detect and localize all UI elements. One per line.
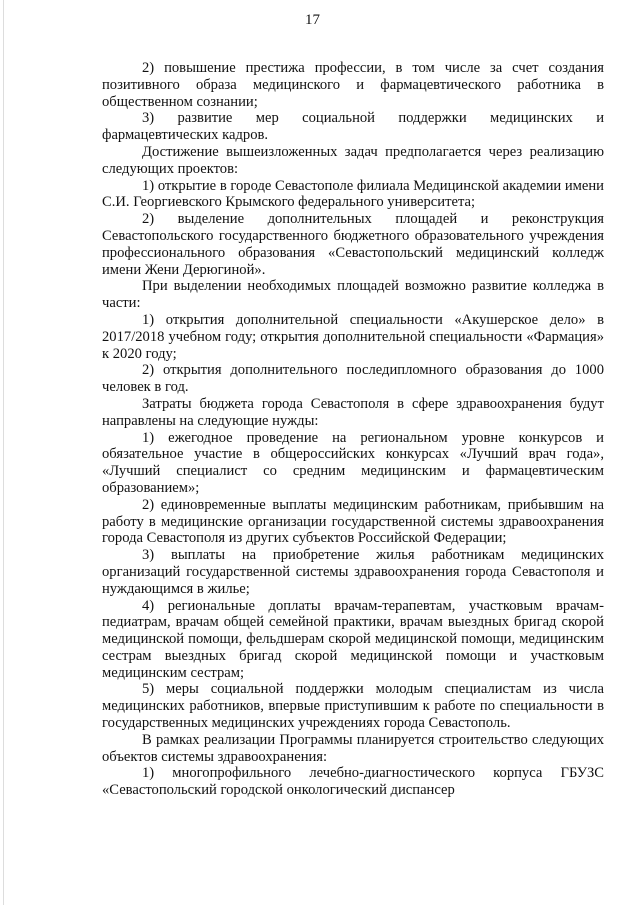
- paragraph: 1) открытия дополнительной специальности «Акушерское дело» в 2017/2018 учебном году; открытия дополнительной специальности «Фармация» к 2020 году;: [102, 311, 604, 362]
- paragraph: 5) меры социальной поддержки молодым специалистам из числа медицинских работников, впервые приступившим к работе по специальности в государственных медицинских учреждениях города Севастополь.: [102, 681, 604, 732]
- paragraph: Затраты бюджета города Севастополя в сфере здравоохранения будут направлены на следующие нужды:: [102, 395, 604, 429]
- paragraph: 1) многопрофильного лечебно-диагностического корпуса ГБУЗС «Севастопольский городской онкологический диспансер: [102, 765, 604, 799]
- paragraph: 2) повышение престижа профессии, в том числе за счет создания позитивного образа медицинского и фармацевтического работника в общественном сознании;: [102, 60, 604, 110]
- page-number: 17: [305, 12, 320, 28]
- paragraph: 1) ежегодное проведение на региональном уровне конкурсов и обязательное участие в общероссийских конкурсах «Лучший врач года», «Лучший специалист со средним медицинским и фармацевтическим образованием»;: [102, 429, 604, 496]
- paragraph: При выделении необходимых площадей возможно развитие колледжа в части:: [102, 278, 604, 312]
- document-body: [102, 60, 604, 799]
- paragraph: В рамках реализации Программы планируется строительство следующих объектов системы здравоохранения:: [102, 731, 604, 765]
- paragraph: 4) региональные доплаты врачам-терапевтам, участковым врачам-педиатрам, врачам общей семейной практики, врачам выездных бригад скорой медицинской помощи, фельдшерам скорой медицинской помощи, медицинским сестрам выездных бригад скорой медицинской помощи и участковым медицинским сестрам;: [102, 597, 604, 681]
- paragraph: 2) единовременные выплаты медицинским работникам, прибывшим на работу в медицинские организации государственной системы здравоохранения города Севастополя из других субъектов Российской Федерации;: [102, 496, 604, 547]
- paragraph: 1) открытие в городе Севастополе филиала Медицинской академии имени С.И. Георгиевского Крымского федерального университета;: [102, 177, 604, 211]
- paragraph: 2) открытия дополнительного последипломного образования до 1000 человек в год.: [102, 362, 604, 396]
- scan-edge-line: [3, 0, 4, 905]
- paragraph: 3) развитие мер социальной поддержки медицинских и фармацевтических кадров.: [102, 110, 604, 144]
- paragraph: 2) выделение дополнительных площадей и реконструкция Севастопольского государственного бюджетного образовательного учреждения профессионального образования «Севастопольский медицинский колледж имени Жени Дерюгиной».: [102, 211, 604, 278]
- paragraph: 3) выплаты на приобретение жилья работникам медицинских организаций государственной системы здравоохранения города Севастополя и нуждающимся в жилье;: [102, 547, 604, 597]
- paragraph: Достижение вышеизложенных задач предполагается через реализацию следующих проектов:: [102, 143, 604, 177]
